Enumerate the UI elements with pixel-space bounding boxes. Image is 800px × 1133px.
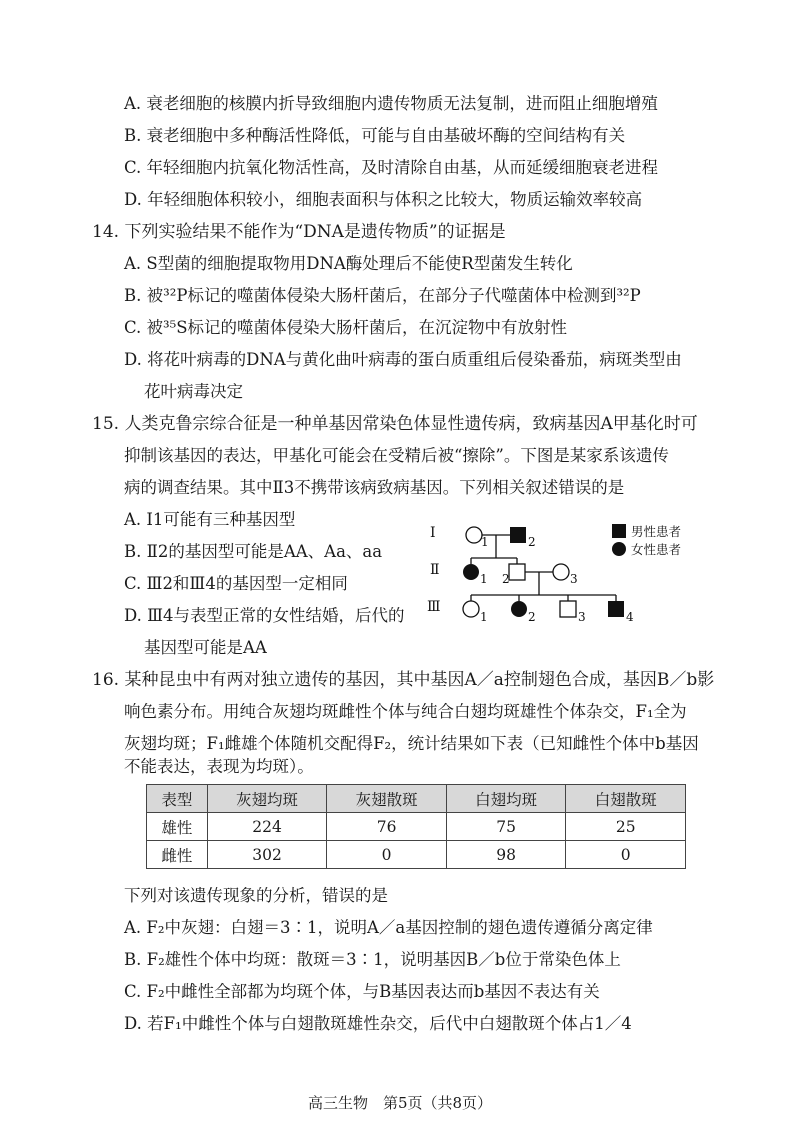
q14-option-b: B. 被³²P标记的噬菌体侵染大肠杆菌后，在部分子代噬菌体中检测到³²P (124, 286, 641, 305)
legend-female-label: 女性患者 (631, 542, 682, 557)
q14-option-d: D. 将花叶病毒的DNA与黄化曲叶病毒的蛋白质重组后侵染番茄，病斑类型由 (124, 350, 682, 369)
pedigree-III1-female-unaffected (463, 601, 479, 617)
q16-stem-3: 灰翅均斑；F₁雌雄个体随机交配得F₂，统计结果如下表（已知雌性个体中b基因 (124, 734, 699, 753)
q16-option-b: B. F₂雄性个体中均斑：散斑＝3∶1，说明基因B／b位于常染色体上 (124, 950, 621, 969)
q13-option-c: C. 年轻细胞内抗氧化物活性高，及时清除自由基，从而延缓细胞衰老进程 (124, 158, 659, 177)
table-cell: 25 (566, 813, 686, 841)
gen-label-3: Ⅲ (427, 599, 441, 615)
table-header-row (147, 785, 686, 813)
table-cell: 76 (327, 813, 447, 841)
legend-male-label: 男性患者 (631, 524, 682, 539)
table-cell: 302 (207, 841, 327, 869)
pedigree-I2-male-affected (510, 527, 526, 543)
pedigree-II2-male-unaffected (509, 564, 525, 580)
pedigree-II1-female-affected (463, 564, 479, 580)
q16-stem-2: 响色素分布。用纯合灰翅均斑雌性个体与纯合白翅均斑雄性个体杂交，F₁全为 (124, 702, 687, 721)
table-cell: 0 (566, 841, 686, 869)
q13-option-b: B. 衰老细胞中多种酶活性降低，可能与自由基破坏酶的空间结构有关 (124, 126, 626, 145)
q14-option-a: A. S型菌的细胞提取物用DNA酶处理后不能使R型菌发生转化 (124, 254, 573, 273)
q13-option-d: D. 年轻细胞体积较小，细胞表面积与体积之比较大，物质运输效率较高 (124, 190, 643, 209)
table-header: 白翅散斑 (566, 785, 686, 813)
label-II2: 2 (502, 572, 510, 586)
q16-option-d: D. 若F₁中雌性个体与白翅散斑雄性杂交，后代中白翅散斑个体占1／4 (124, 1014, 632, 1033)
table-cell: 雄性 (147, 813, 208, 841)
table-row (147, 841, 686, 869)
q15-stem-1: 15. 人类克鲁宗综合征是一种单基因常染色体显性遗传病，致病基因A甲基化时可 (92, 414, 698, 434)
q16-option-c: C. F₂中雌性全部都为均斑个体，与B基因表达而b基因不表达有关 (124, 982, 600, 1001)
label-III1: 1 (480, 610, 488, 624)
label-III2: 2 (528, 610, 536, 624)
pedigree-III3-male-unaffected (560, 601, 576, 617)
q15-stem-3: 病的调查结果。其中Ⅱ3不携带该病致病基因。下列相关叙述错误的是 (124, 478, 625, 497)
pedigree-III2-female-affected (511, 601, 527, 617)
table-header: 白翅均斑 (446, 785, 566, 813)
q14-option-d-cont: 花叶病毒决定 (144, 382, 243, 401)
table-cell: 75 (446, 813, 566, 841)
table-header: 灰翅均斑 (207, 785, 327, 813)
label-II3: 3 (570, 572, 578, 586)
table-row (147, 813, 686, 841)
legend-male-affected-symbol (612, 524, 626, 538)
pedigree-II3-female-unaffected (553, 564, 569, 580)
pedigree-lines (471, 535, 616, 601)
table-header: 表型 (147, 785, 208, 813)
q16-data-table (146, 784, 686, 869)
label-III3: 3 (578, 610, 586, 624)
label-II1: 1 (480, 572, 488, 586)
label-I2: 2 (528, 535, 536, 549)
q14-option-c: C. 被³⁵S标记的噬菌体侵染大肠杆菌后，在沉淀物中有放射性 (124, 318, 568, 337)
q16-stem-4: 不能表达，表现为均斑）。 (124, 757, 314, 776)
pedigree-diagram (425, 518, 715, 630)
table-cell: 98 (446, 841, 566, 869)
table-cell: 0 (327, 841, 447, 869)
q15-option-d-cont: 基因型可能是AA (144, 638, 267, 657)
gen-label-1: Ⅰ (430, 525, 436, 541)
page-footer: 高三生物 第5页（共8页） (307, 1094, 493, 1112)
table-cell: 雌性 (147, 841, 208, 869)
q15-option-d: D. Ⅲ4与表型正常的女性结婚，后代的 (124, 606, 405, 625)
label-III4: 4 (626, 610, 634, 624)
q14-stem: 14. 下列实验结果不能作为“DNA是遗传物质”的证据是 (92, 222, 506, 242)
label-I1: 1 (481, 535, 489, 549)
q16-question: 下列对该遗传现象的分析，错误的是 (124, 886, 388, 905)
table-header: 灰翅散斑 (327, 785, 447, 813)
q15-option-b: B. Ⅱ2的基因型可能是AA、Aa、aa (124, 542, 383, 561)
q15-option-c: C. Ⅲ2和Ⅲ4的基因型一定相同 (124, 574, 348, 593)
q15-stem-2: 抑制该基因的表达，甲基化可能会在受精后被“擦除”。下图是某家系该遗传 (124, 446, 669, 465)
legend-female-affected-symbol (612, 542, 626, 556)
q15-option-a: A. Ⅰ1可能有三种基因型 (124, 510, 296, 529)
gen-label-2: Ⅱ (430, 562, 440, 578)
table-cell: 224 (207, 813, 327, 841)
pedigree-I1-female-unaffected (466, 527, 482, 543)
q13-option-a: A. 衰老细胞的核膜内折导致细胞内遗传物质无法复制，进而阻止细胞增殖 (124, 94, 658, 113)
q16-stem-1: 16. 某种昆虫中有两对独立遗传的基因，其中基因A／a控制翅色合成，基因B／b影 (92, 670, 715, 690)
pedigree-III4-male-affected (608, 601, 624, 617)
q16-option-a: A. F₂中灰翅：白翅＝3∶1，说明A／a基因控制的翅色遗传遵循分离定律 (124, 918, 653, 937)
